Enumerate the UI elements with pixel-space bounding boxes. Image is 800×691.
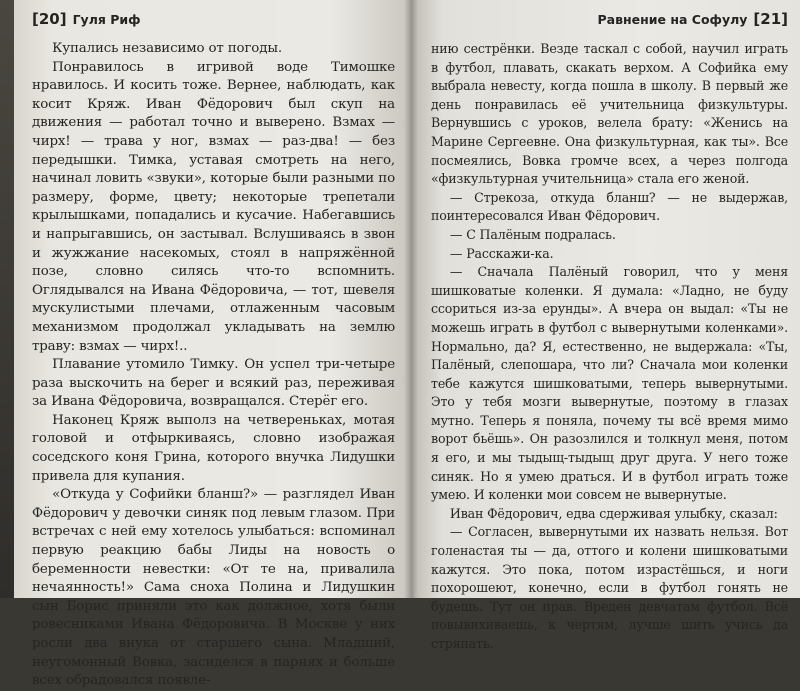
paragraph: — С Палёным подралась. xyxy=(449,226,616,242)
paragraph: Иван Фёдорович, едва сдерживая улыбку, сказал: xyxy=(449,505,778,521)
right-page-header xyxy=(431,10,788,28)
paragraph: Понравилось в игривой воде Тимошке нравилось. И косить тоже. Вернее, наблюдать, как косит Кряж. Иван Фёдорович был скуп на движения — работал точно и выверено. Взмах — чирх! — трава у ног, взмах — раз-два! — без передышки. Тимка, уставая смотреть на него, начинал ловить «звуки», которые были разными по размеру, форме, цвету; некоторые трепетали крылышками, попадались и кусачие. Набегавшись и напрыгавшись, он застывал. Вслушиваясь в звон и жужжание насекомых, стоял в напряжённой позе, словно силясь что-то вспомнить. Оглядывался на Ивана Фёдоровича, — тот, шевеля мускулистыми плечами, отлаженным часовым механизмом продолжал укладывать на землю траву: взмах — чирх!.. xyxy=(32,59,395,354)
running-title-chapter: Равнение на Софулу xyxy=(597,11,748,27)
page-number: [21] xyxy=(753,10,788,28)
right-page-text xyxy=(431,40,788,654)
paragraph: — Стрекоза, откуда бланш? — не выдержав, поинтересовался Иван Фёдорович. xyxy=(431,189,788,224)
paragraph: — Сначала Палёный говорил, что у меня шишковатые коленки. Я думала: «Ладно, не буду ссориться из-за ерунды». А вчера он выдал: «Ты не можешь играть в футбол с вывернутыми коленками». Нормально, да? Я, естественно, не выдержала: «Ты, Палёный, слепошара, что ли? Сначала мои коленки тебе кажутся шишковатыми, теперь вывернутыми. Это у тебя мозги вывернутые, поэтому в глазах мутно. Теперь я поняла, почему ты всё время мимо ворот бьёшь». Он разозлился и толкнул меня, потом я его, и мы тыдыщ-тыдыщ друг друга. У него тоже синяк. Но я умею драться. И в футбол играть тоже умею. И коленки мои совсем не вывернутые. xyxy=(431,264,788,503)
paragraph: — Согласен, вывернутыми их назвать нельзя. Вот голенастая ты — да, оттого и колени шишковатыми кажутся. Это пока, потом израстёшься, и ноги похорошеют, конечно, если в футбол гонять не будешь. Тут он прав. Вреден девчатам футбол. Всё повывихиваешь, к чертям, лучше шить учись да стряпать. xyxy=(431,524,788,651)
left-page-text xyxy=(32,40,395,691)
paragraph: Плавание утомило Тимку. Он успел три-четыре раза выскочить на берег и всякий раз, переживая за Ивана Фёдоровича, возвращался. Стерёг его. xyxy=(32,357,395,410)
running-title-author: Гуля Риф xyxy=(72,11,141,27)
right-page xyxy=(411,0,800,651)
book-gutter xyxy=(404,0,418,598)
paragraph: «Откуда у Софийки бланш?» — разглядел Иван Фёдорович у девочки синяк под левым глазом. При встречах с ней ему хотелось улыбаться: вспоминал первую реакцию бабы Лиды на новость о беременности невестки: «От те на, привалила нечаянность!» Сама сноха Полина и Лидушкин сын Борис приняли это как должное, хотя были ровесниками Ивана Фёдоровича. В Москве у них росли два внука от старшего сына. Младший, неугомонный Вовка, засиделся в парнях и больше всех обрадовался появле- xyxy=(32,487,395,689)
left-page-header xyxy=(32,10,395,28)
page-number: [20] xyxy=(32,10,67,28)
paragraph: Купались независимо от погоды. xyxy=(52,41,282,56)
paragraph: Наконец Кряж выполз на четвереньках, мотая головой и отфыркиваясь, словно изображая соседского коня Грина, которого внучка Лидушки привела для купания. xyxy=(32,412,395,484)
left-page xyxy=(14,0,411,689)
paragraph: нию сестрёнки. Везде таскал с собой, научил играть в футбол, плавать, скакать верхом. А Софийка ему выбрала невесту, когда пошла в школу. В первый же день понравилась её учительница физкультуры. Вернувшись с уроков, велела брату: «Женись на Марине Сергеевне. Она физкультурная, как ты». Все посмеялись, Вовка громче всех, а через полгода «физкультурная учительница» стала его женой. xyxy=(431,41,788,187)
paragraph: — Расскажи-ка. xyxy=(449,245,554,261)
